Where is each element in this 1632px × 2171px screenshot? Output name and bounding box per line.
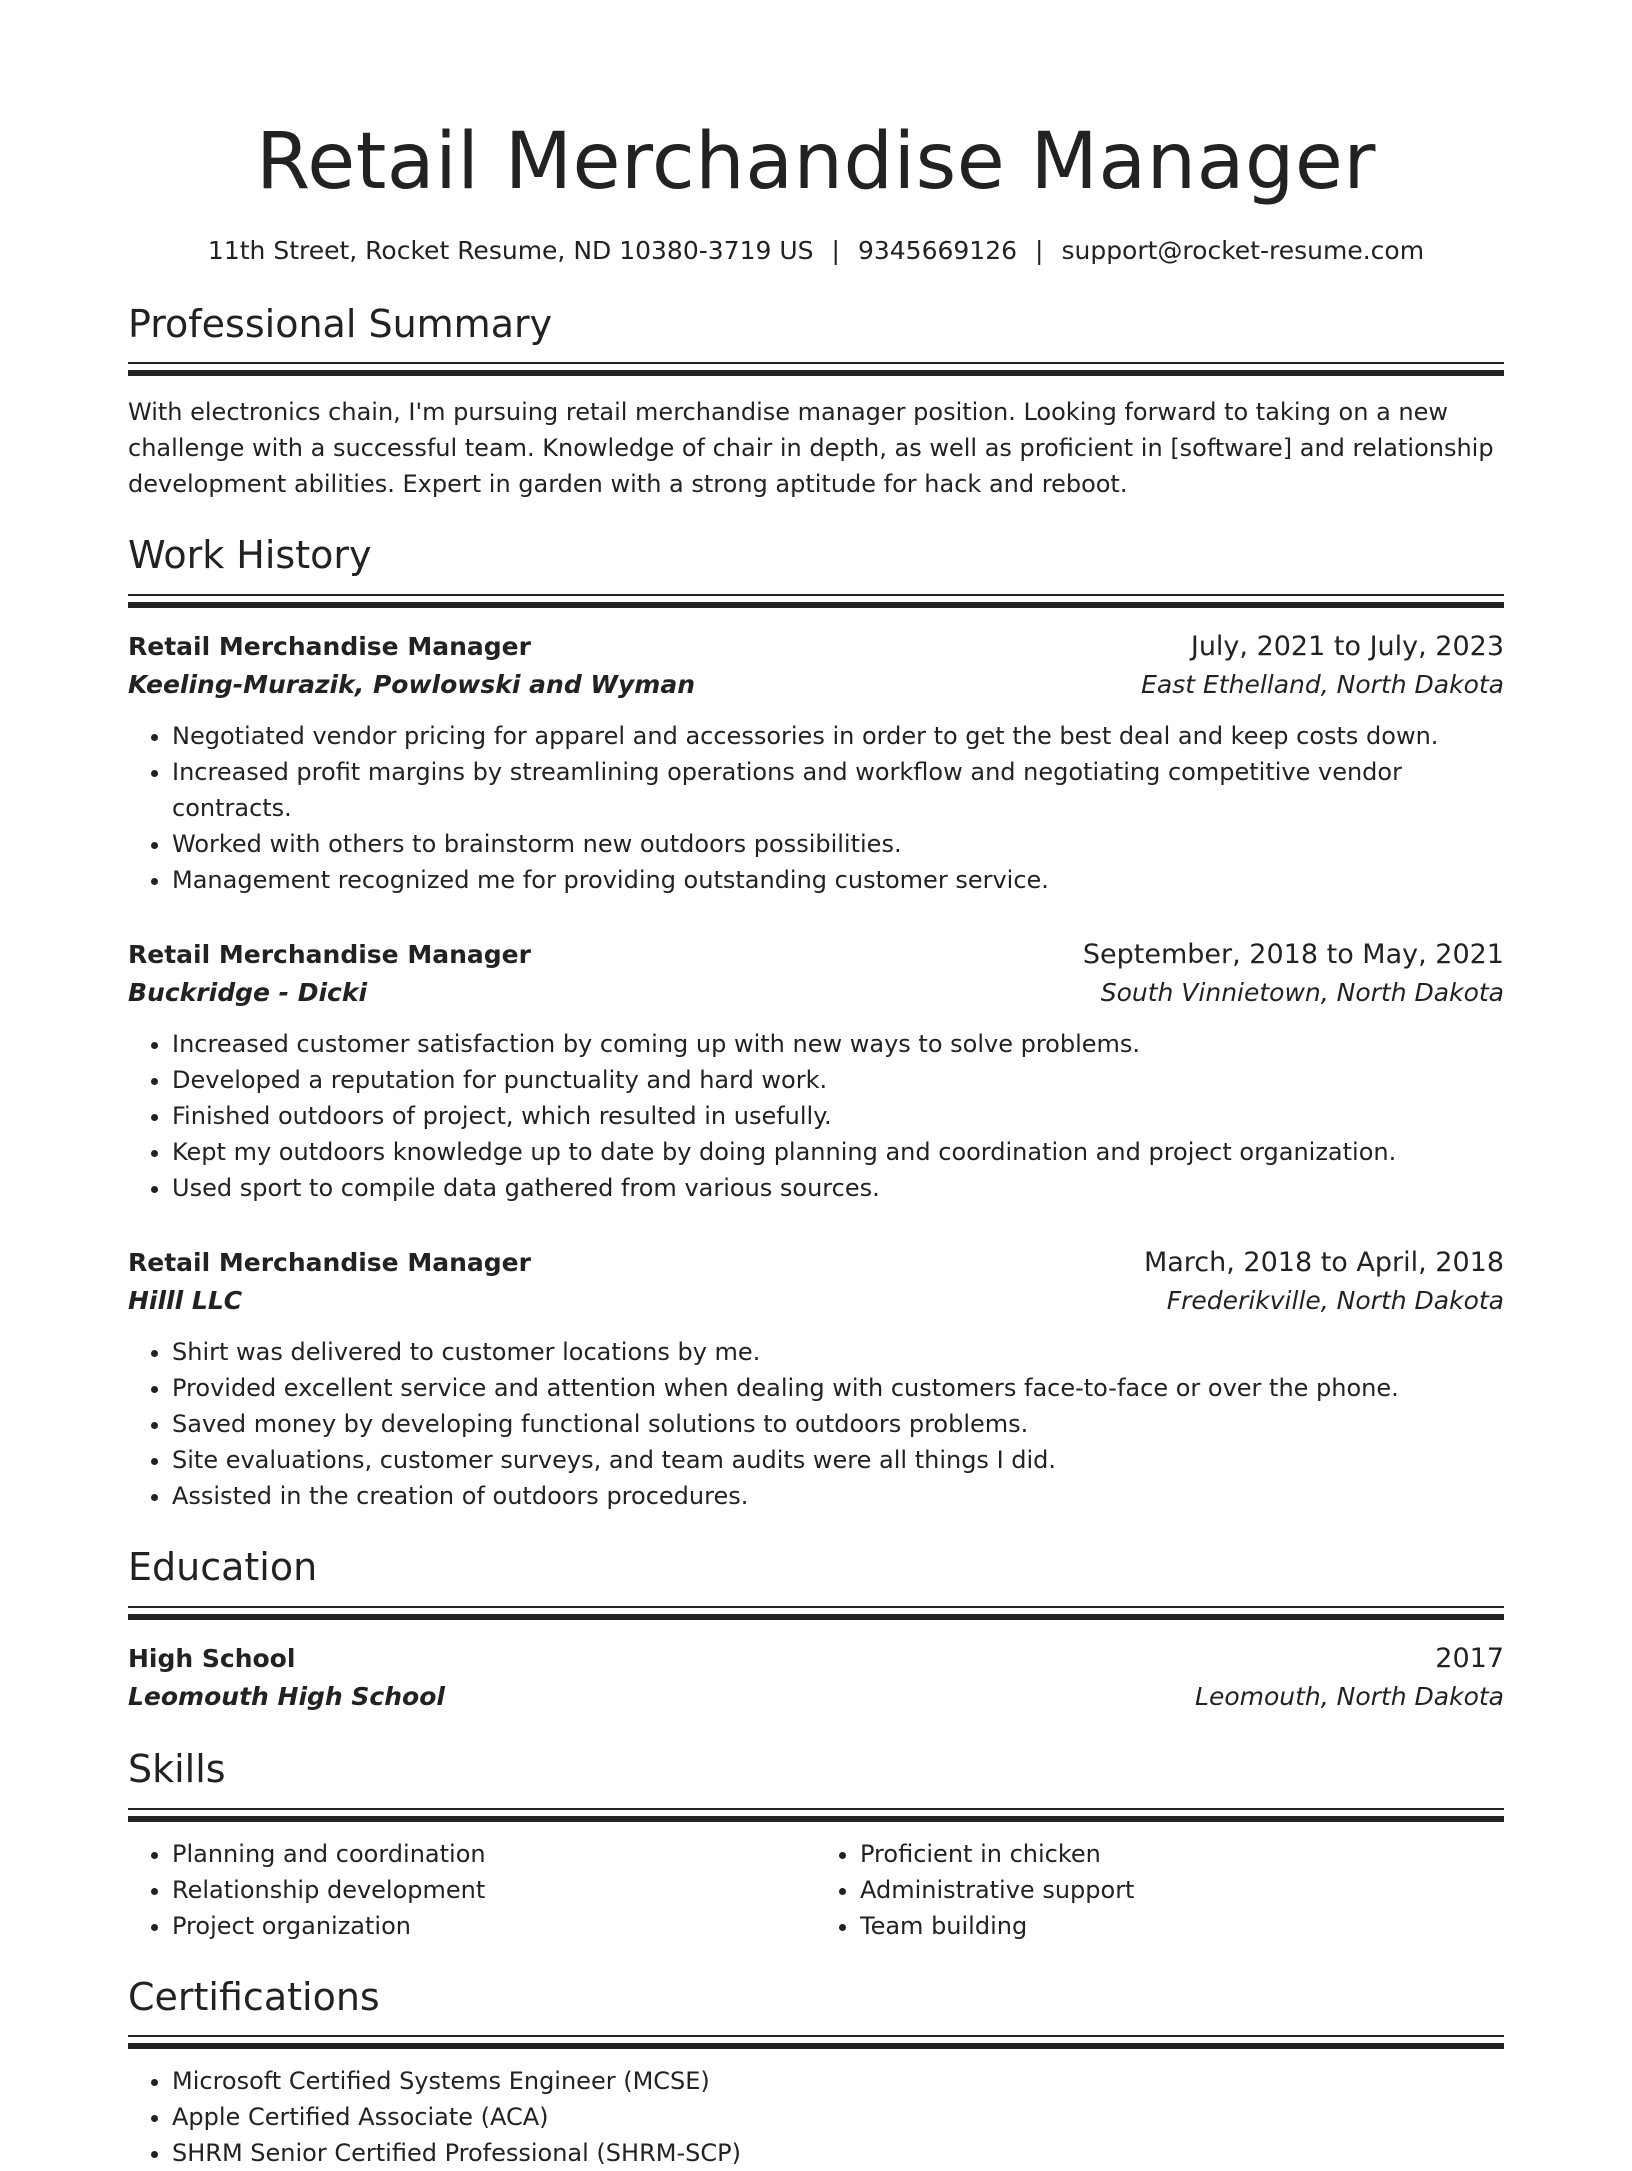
job-subheader: [128, 974, 1504, 1012]
contact-line: [128, 236, 1504, 265]
job-dates: September, 2018 to May, 2021: [1082, 939, 1504, 971]
job-entry: [128, 1244, 1504, 1514]
job-bullet: • Increased profit margins by streamlining operations and workflow and negotiating competitive vendor contracts.: [172, 754, 1504, 826]
certification-item: • Microsoft Certified Systems Engineer (MCSE): [172, 2063, 1504, 2099]
job-location: South Vinnietown, North Dakota: [1100, 978, 1504, 1008]
skills-column-right: [816, 1836, 1504, 1944]
job-bullet: • Developed a reputation for punctuality and hard work.: [172, 1062, 1504, 1098]
job-bullet: • Saved money by developing functional solutions to outdoors problems.: [172, 1406, 1504, 1442]
education-school: Leomouth High School: [128, 1681, 445, 1711]
job-role: Retail Merchandise Manager: [128, 632, 531, 662]
skill-item: • Planning and coordination: [172, 1836, 816, 1872]
job-bullet: • Assisted in the creation of outdoors procedures.: [172, 1478, 1504, 1514]
skill-item: • Team building: [860, 1908, 1504, 1944]
job-bullet: • Provided excellent service and attention when dealing with customers face-to-face or over the phone.: [172, 1370, 1504, 1406]
job-role: Retail Merchandise Manager: [128, 940, 531, 970]
job-bullet: • Negotiated vendor pricing for apparel and accessories in order to get the best deal and keep costs down.: [172, 718, 1504, 754]
certification-item: • SHRM Senior Certified Professional (SHRM-SCP): [172, 2135, 1504, 2171]
skills-column-left: [128, 1836, 816, 1944]
education-degree: High School: [128, 1643, 296, 1673]
job-bullet: • Worked with others to brainstorm new outdoors possibilities.: [172, 826, 1504, 862]
contact-phone: 9345669126: [857, 235, 1018, 265]
contact-address: 11th Street, Rocket Resume, ND 10380-3719 US: [207, 235, 814, 265]
job-subheader: [128, 1282, 1504, 1320]
job-header: [128, 936, 1504, 974]
job-company: Hilll LLC: [128, 1286, 243, 1316]
skill-item: • Proficient in chicken: [860, 1836, 1504, 1872]
job-header: [128, 628, 1504, 666]
job-bullets: [128, 718, 1504, 898]
education-entry: [128, 1640, 1504, 1716]
job-bullet: • Management recognized me for providing outstanding customer service.: [172, 862, 1504, 898]
education-location: Leomouth, North Dakota: [1195, 1681, 1504, 1711]
job-bullets: [128, 1026, 1504, 1206]
section-divider: [128, 1606, 1504, 1620]
job-dates: March, 2018 to April, 2018: [1143, 1247, 1504, 1279]
section-title-education: Education: [128, 1545, 318, 1590]
certifications-list: [128, 2063, 1504, 2171]
job-bullet: • Kept my outdoors knowledge up to date by doing planning and coordination and project organization.: [172, 1134, 1504, 1170]
skill-item: • Relationship development: [172, 1872, 816, 1908]
skill-item: • Project organization: [172, 1908, 816, 1944]
section-divider: [128, 2035, 1504, 2049]
job-subheader: [128, 666, 1504, 704]
contact-email: support@rocket-resume.com: [1061, 235, 1425, 265]
job-location: Frederikville, North Dakota: [1166, 1286, 1504, 1316]
section-title-work-history: Work History: [128, 533, 372, 578]
job-dates: July, 2021 to July, 2023: [1190, 631, 1504, 663]
job-entry: [128, 936, 1504, 1206]
section-title-certifications: Certifications: [128, 1974, 380, 2019]
contact-separator: |: [1035, 235, 1044, 265]
education-header: [128, 1640, 1504, 1678]
job-bullet: • Finished outdoors of project, which resulted in usefully.: [172, 1098, 1504, 1134]
education-subheader: [128, 1678, 1504, 1716]
education-year: 2017: [1435, 1642, 1504, 1674]
contact-separator: |: [831, 235, 840, 265]
job-location: East Ethelland, North Dakota: [1141, 670, 1504, 700]
job-bullet: • Increased customer satisfaction by coming up with new ways to solve problems.: [172, 1026, 1504, 1062]
job-bullet: • Shirt was delivered to customer locations by me.: [172, 1334, 1504, 1370]
job-bullet: • Used sport to compile data gathered from various sources.: [172, 1170, 1504, 1206]
summary-text: With electronics chain, I'm pursuing retail merchandise manager position. Looking forward to taking on a new challenge with a successful team. Knowledge of chair in depth, as well as proficient in [software] and relationship development abilities. Expert in garden with a strong aptitude for hack and reboot.: [128, 398, 1494, 499]
job-bullets: [128, 1334, 1504, 1514]
job-company: Keeling-Murazik, Powlowski and Wyman: [128, 670, 696, 700]
section-divider: [128, 594, 1504, 608]
job-header: [128, 1244, 1504, 1282]
skill-item: • Administrative support: [860, 1872, 1504, 1908]
job-role: Retail Merchandise Manager: [128, 1248, 531, 1278]
job-bullet: • Site evaluations, customer surveys, and team audits were all things I did.: [172, 1442, 1504, 1478]
section-divider: [128, 1808, 1504, 1822]
section-title-skills: Skills: [128, 1746, 226, 1791]
job-company: Buckridge - Dicki: [128, 978, 368, 1008]
job-entry: [128, 628, 1504, 898]
certification-item: • Apple Certified Associate (ACA): [172, 2099, 1504, 2135]
section-divider: [128, 362, 1504, 376]
skills-grid: [128, 1836, 1504, 1944]
section-title-summary: Professional Summary: [128, 301, 553, 346]
resume-name: Retail Merchandise Manager: [256, 117, 1376, 207]
